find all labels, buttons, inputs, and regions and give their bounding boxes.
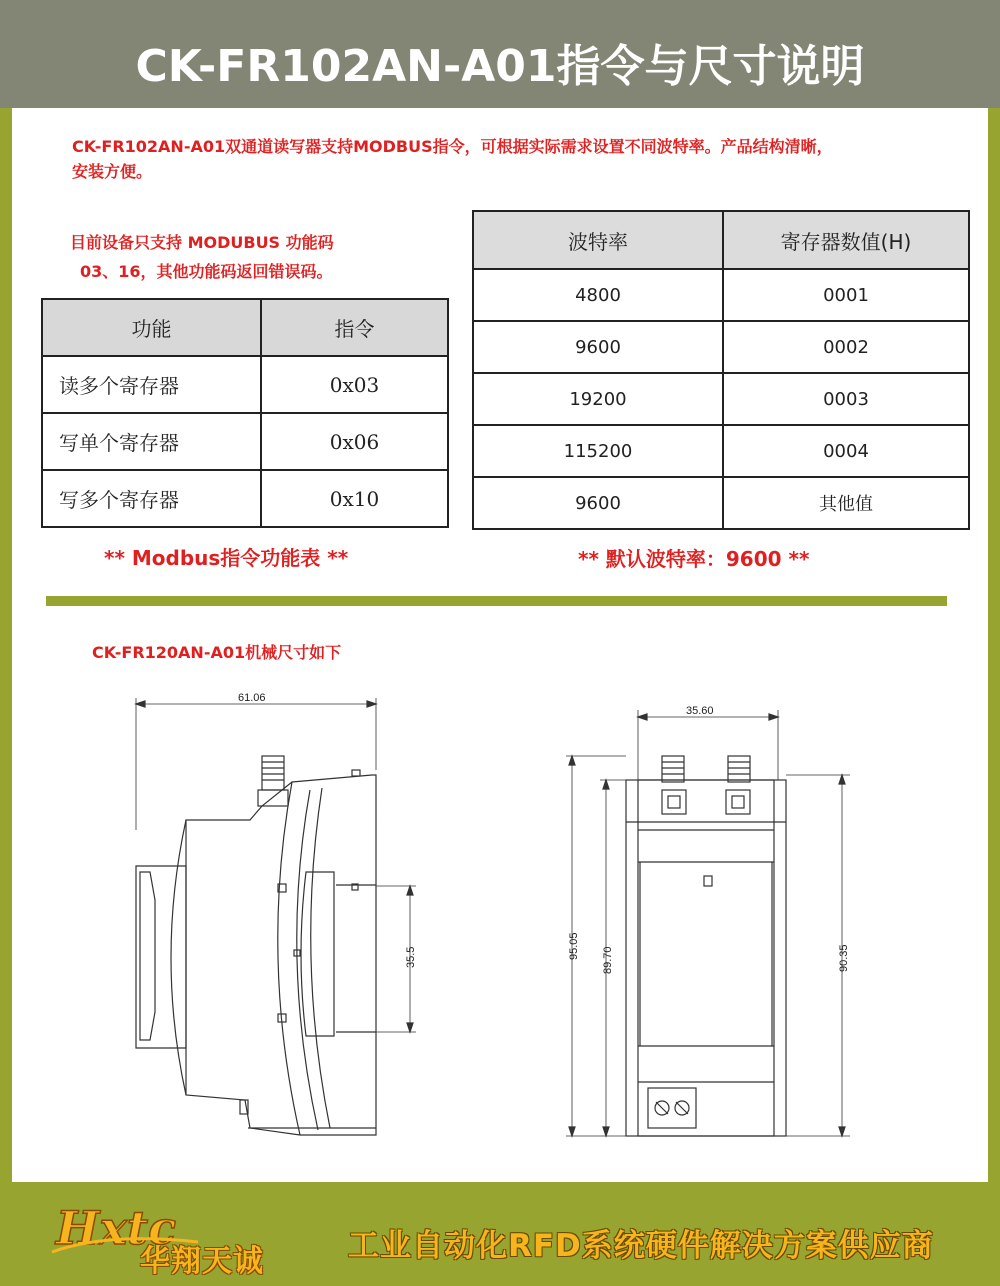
table-cell: 0004 bbox=[723, 425, 969, 477]
table-cell: 0003 bbox=[723, 373, 969, 425]
table-cell: 0x10 bbox=[261, 470, 448, 527]
front-height-1-label: 95.05 bbox=[568, 932, 580, 960]
table-cell: 0x06 bbox=[261, 413, 448, 470]
page-title: CK-FR102AN-A01指令与尺寸说明 bbox=[135, 41, 865, 92]
front-width-label: 35.60 bbox=[686, 705, 714, 717]
column-header: 功能 bbox=[42, 299, 261, 356]
function-table-caption: ** Modbus指令功能表 ** bbox=[104, 546, 349, 570]
table-cell: 写单个寄存器 bbox=[42, 413, 261, 470]
table-cell: 9600 bbox=[473, 477, 723, 529]
side-view-drawing bbox=[136, 698, 416, 1135]
table-cell: 115200 bbox=[473, 425, 723, 477]
table-cell: 0x03 bbox=[261, 356, 448, 413]
side-width-label: 61.06 bbox=[238, 692, 266, 704]
column-header: 波特率 bbox=[473, 211, 723, 269]
note-line-2: 03、16，其他功能码返回错误码。 bbox=[80, 262, 333, 281]
logo-mark: Hxtc bbox=[56, 1201, 177, 1255]
table-cell: 写多个寄存器 bbox=[42, 470, 261, 527]
baud-table-caption: ** 默认波特率：9600 ** bbox=[578, 547, 810, 571]
front-view-drawing bbox=[566, 710, 850, 1136]
front-height-3-label: 90.35 bbox=[838, 944, 850, 972]
table-cell: 其他值 bbox=[723, 477, 969, 529]
table-cell: 4800 bbox=[473, 269, 723, 321]
company-slogan: 工业自动化RFD系统硬件解决方案供应商 bbox=[348, 1228, 934, 1264]
table-cell: 19200 bbox=[473, 373, 723, 425]
side-rail-label: 35.5 bbox=[405, 946, 417, 968]
column-header: 寄存器数值(H) bbox=[723, 211, 969, 269]
front-height-2-label: 89.70 bbox=[602, 946, 614, 974]
intro-line-2: 安装方便。 bbox=[72, 162, 153, 181]
intro-line-1: CK-FR102AN-A01双通道读写器支持MODBUS指令，可根据实际需求设置不同波特率。产品结构清晰， bbox=[72, 137, 833, 156]
brand-name: 华翔天诚 bbox=[140, 1244, 264, 1279]
table-cell: 0001 bbox=[723, 269, 969, 321]
mechanical-dimensions-title: CK-FR120AN-A01机械尺寸如下 bbox=[92, 643, 342, 662]
table-cell: 9600 bbox=[473, 321, 723, 373]
table-cell: 读多个寄存器 bbox=[42, 356, 261, 413]
column-header: 指令 bbox=[261, 299, 448, 356]
table-cell: 0002 bbox=[723, 321, 969, 373]
note-line-1: 目前设备只支持 MODUBUS 功能码 bbox=[70, 233, 334, 252]
